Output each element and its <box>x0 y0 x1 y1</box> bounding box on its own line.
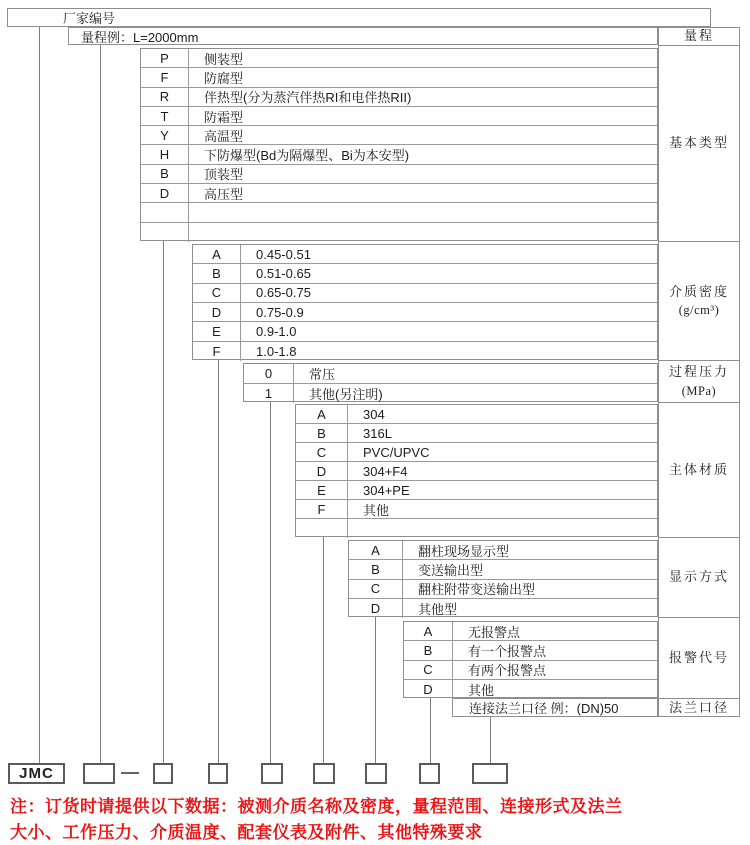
row-desc <box>348 519 363 538</box>
table-row <box>141 49 657 68</box>
code-box-display <box>365 763 387 784</box>
row-desc: 304+PE <box>363 482 410 498</box>
label-body-material: 主体材质 <box>659 403 739 538</box>
section-body-material <box>295 404 658 537</box>
row-code: H <box>141 145 189 163</box>
range-example-row <box>68 27 658 45</box>
table-row <box>349 541 657 560</box>
code-dash <box>121 772 139 774</box>
row-code: B <box>404 641 453 659</box>
row-desc: 高温型 <box>204 128 244 144</box>
row-code <box>141 203 189 221</box>
manufacturer-number-label: 厂家编号 <box>63 11 116 26</box>
code-box-material <box>313 763 335 784</box>
row-desc: 304+F4 <box>363 463 408 479</box>
code-box-range <box>83 763 115 784</box>
table-row <box>296 424 657 443</box>
row-code: Y <box>141 126 189 144</box>
section-process-pressure <box>243 363 658 402</box>
code-box-alarm <box>419 763 440 784</box>
row-desc: 304 <box>363 406 385 422</box>
connector-line-material <box>323 537 324 763</box>
table-row <box>349 580 657 599</box>
row-desc <box>189 223 204 242</box>
row-desc <box>189 203 204 221</box>
table-row-empty <box>296 519 657 538</box>
table-row <box>244 384 657 404</box>
row-code: E <box>296 481 348 499</box>
table-row <box>296 443 657 462</box>
connector-line-maker <box>39 27 40 763</box>
table-row <box>404 680 657 699</box>
row-desc: 其他(另注明) <box>309 386 383 402</box>
ordering-note-line1: 注：订货时请提供以下数据：被测介质名称及密度，量程范围、连接形式及法兰 <box>10 797 623 816</box>
row-code: P <box>141 49 189 67</box>
row-code: D <box>349 599 403 618</box>
manufacturer-number-row <box>7 8 711 27</box>
category-label-column <box>658 27 740 717</box>
code-box-basic-type <box>153 763 173 784</box>
row-code <box>141 223 189 242</box>
row-code: A <box>349 541 403 559</box>
row-code: A <box>404 622 453 640</box>
row-code: E <box>193 322 241 340</box>
section-display-mode <box>348 540 658 617</box>
row-code: 1 <box>244 384 294 404</box>
table-row <box>404 661 657 680</box>
row-code: B <box>141 165 189 183</box>
row-desc: PVC/UPVC <box>363 444 430 460</box>
flange-size-text: 连接法兰口径 例：(DN)50 <box>469 701 619 716</box>
table-row <box>193 303 657 322</box>
connector-line-range <box>100 45 101 763</box>
connector-line-alarm <box>430 698 431 763</box>
row-desc: 无报警点 <box>468 624 521 640</box>
row-code: A <box>296 405 348 423</box>
row-code: B <box>349 560 403 578</box>
row-code: D <box>193 303 241 321</box>
connector-line-display <box>375 617 376 763</box>
table-row <box>296 500 657 519</box>
table-row <box>141 126 657 145</box>
label-alarm-code: 报警代号 <box>659 618 739 699</box>
table-row <box>404 641 657 660</box>
label-range: 量程 <box>659 28 739 46</box>
table-row <box>349 560 657 579</box>
row-code <box>296 519 348 538</box>
row-code: C <box>349 580 403 598</box>
connector-line-density <box>218 360 219 763</box>
row-desc: 其他型 <box>418 601 458 617</box>
row-desc: 翻柱附带变送输出型 <box>418 582 536 598</box>
table-row-empty <box>141 223 657 242</box>
table-row <box>141 68 657 87</box>
row-desc: 其他 <box>468 682 495 698</box>
code-box-flange <box>472 763 508 784</box>
connector-line-pressure <box>270 402 271 763</box>
row-desc: 其他 <box>363 502 390 518</box>
row-code: D <box>141 184 189 202</box>
row-code: F <box>193 342 241 361</box>
label-flange-size: 法兰口径 <box>668 700 729 716</box>
table-row <box>244 364 657 384</box>
row-code: C <box>404 661 453 679</box>
row-code: F <box>141 68 189 86</box>
label-basic-type: 基本类型 <box>659 46 739 242</box>
row-code: D <box>404 680 453 699</box>
row-code: B <box>193 264 241 282</box>
table-row <box>296 405 657 424</box>
row-desc: 1.0-1.8 <box>256 343 297 359</box>
row-desc: 防腐型 <box>204 70 244 86</box>
flange-size-row <box>452 698 658 717</box>
row-desc: 侧装型 <box>204 51 244 67</box>
row-code: R <box>141 88 189 106</box>
row-desc: 高压型 <box>204 186 244 202</box>
row-desc: 有一个报警点 <box>468 643 547 659</box>
row-desc: 伴热型(分为蒸汽伴热RI和电伴热RII) <box>204 90 412 106</box>
row-code: C <box>296 443 348 461</box>
row-code: 0 <box>244 364 294 383</box>
code-box-density <box>208 763 228 784</box>
row-desc: 变送输出型 <box>418 562 484 578</box>
connector-line-flange <box>490 717 491 763</box>
row-code: C <box>193 284 241 302</box>
table-row <box>349 599 657 618</box>
label-process-pressure: 过程压力 (MPa) <box>659 361 739 403</box>
table-row <box>141 88 657 107</box>
model-prefix-box <box>8 763 65 784</box>
row-desc: 常压 <box>309 366 336 382</box>
ordering-note <box>10 794 745 845</box>
table-row <box>141 145 657 164</box>
row-desc: 有两个报警点 <box>468 663 547 679</box>
table-row <box>296 481 657 500</box>
row-desc: 顶装型 <box>204 167 244 183</box>
label-medium-density: 介质密度 (g/cm³) <box>659 242 739 361</box>
section-medium-density <box>192 244 658 360</box>
row-code: T <box>141 107 189 125</box>
section-basic-type <box>140 48 658 241</box>
model-prefix-text: JMC <box>19 765 54 782</box>
row-desc: 0.51-0.65 <box>256 265 311 281</box>
label-display-mode: 显示方式 <box>659 538 739 618</box>
table-row <box>193 322 657 341</box>
table-row <box>296 462 657 481</box>
row-desc: 0.75-0.9 <box>256 304 304 320</box>
row-desc: 0.45-0.51 <box>256 246 311 262</box>
connector-line-basic-type <box>163 241 164 763</box>
row-code: F <box>296 500 348 518</box>
row-desc: 0.9-1.0 <box>256 323 297 339</box>
table-row <box>193 342 657 361</box>
table-row <box>193 245 657 264</box>
table-row <box>141 184 657 203</box>
section-alarm-code <box>403 621 658 698</box>
row-code: B <box>296 424 348 442</box>
table-row <box>141 107 657 126</box>
row-desc: 下防爆型(Bd为隔爆型、Bi为本安型) <box>204 148 410 164</box>
range-example-text: 量程例：L=2000mm <box>81 29 199 45</box>
table-row <box>193 264 657 283</box>
row-desc: 0.65-0.75 <box>256 285 311 301</box>
table-row <box>141 165 657 184</box>
table-row <box>404 622 657 641</box>
row-code: A <box>193 245 241 263</box>
row-desc: 防霜型 <box>204 109 244 125</box>
table-row <box>193 284 657 303</box>
table-row-empty <box>141 203 657 222</box>
row-code: D <box>296 462 348 480</box>
ordering-note-line2: 大小、工作压力、介质温度、配套仪表及附件、其他特殊要求 <box>10 823 483 842</box>
row-desc: 316L <box>363 425 392 441</box>
row-desc: 翻柱现场显示型 <box>418 543 510 559</box>
code-box-pressure <box>261 763 283 784</box>
